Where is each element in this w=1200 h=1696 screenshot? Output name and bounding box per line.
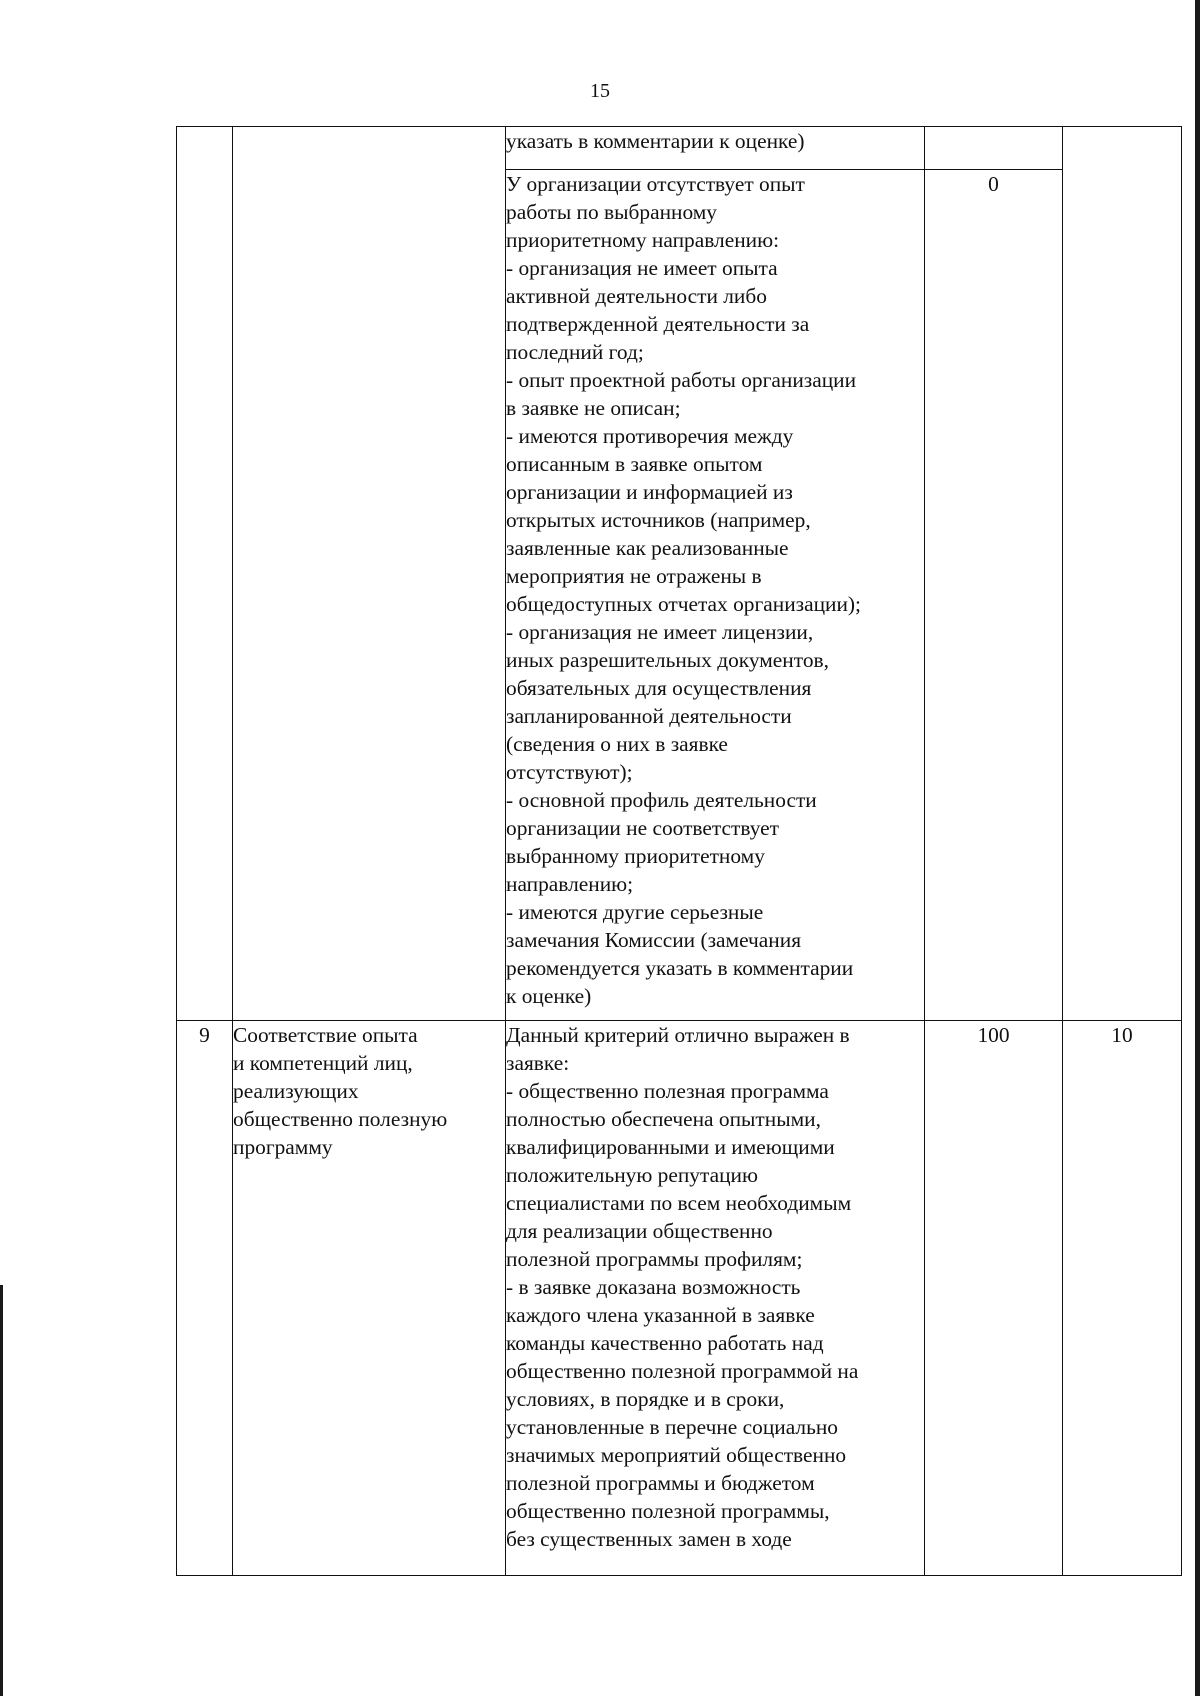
weight-cell <box>1063 127 1182 1021</box>
scan-edge-right <box>1195 0 1200 1696</box>
table-row <box>177 127 1182 170</box>
page-number: 15 <box>590 80 610 102</box>
criteria-table <box>176 126 1182 1576</box>
table-row <box>177 1021 1182 1576</box>
description-cell: Данный критерий отлично выражен в заявке: - общественно полезная программа полностью обеспечена опытными, квалифицированными и имеющими положительную репутацию специалистами по всем необходимым для реализации общественно полезной программы профилям; - в заявке доказана возможность каждого члена указанной в заявке команды качественно работать над общественно полезной программой на условиях, в порядке и в сроки, установленные в перечне социально значимых мероприятий общественно полезной программы и бюджетом общественно полезной программы, без существенных замен в ходе <box>506 1021 925 1576</box>
number-cell <box>177 127 233 1021</box>
score-cell: 0 <box>925 170 1063 1021</box>
scan-edge-left <box>0 1285 3 1696</box>
score-cell: 100 <box>925 1021 1063 1576</box>
criterion-cell <box>233 127 506 1021</box>
number-cell: 9 <box>177 1021 233 1576</box>
score-cell <box>925 127 1063 170</box>
weight-cell: 10 <box>1063 1021 1182 1576</box>
criterion-cell: Соответствие опыта и компетенций лиц, реализующих общественно полезную программу <box>233 1021 506 1576</box>
description-cell: У организации отсутствует опыт работы по выбранному приоритетному направлению: - организация не имеет опыта активной деятельности либо подтвержденной деятельности за последний год; - опыт проектной работы организации в заявке не описан; - имеются противоречия между описанным в заявке опытом организации и информацией из открытых источников (например, заявленные как реализованные мероприятия не отражены в общедоступных отчетах организации); - организация не имеет лицензии, иных разрешительных документов, обязательных для осуществления запланированной деятельности (сведения о них в заявке отсутствуют); - основной профиль деятельности организации не соответствует выбранному приоритетному направлению; - имеются другие серьезные замечания Комиссии (замечания рекомендуется указать в комментарии к оценке) <box>506 170 925 1021</box>
description-cell: указать в комментарии к оценке) <box>506 127 925 170</box>
